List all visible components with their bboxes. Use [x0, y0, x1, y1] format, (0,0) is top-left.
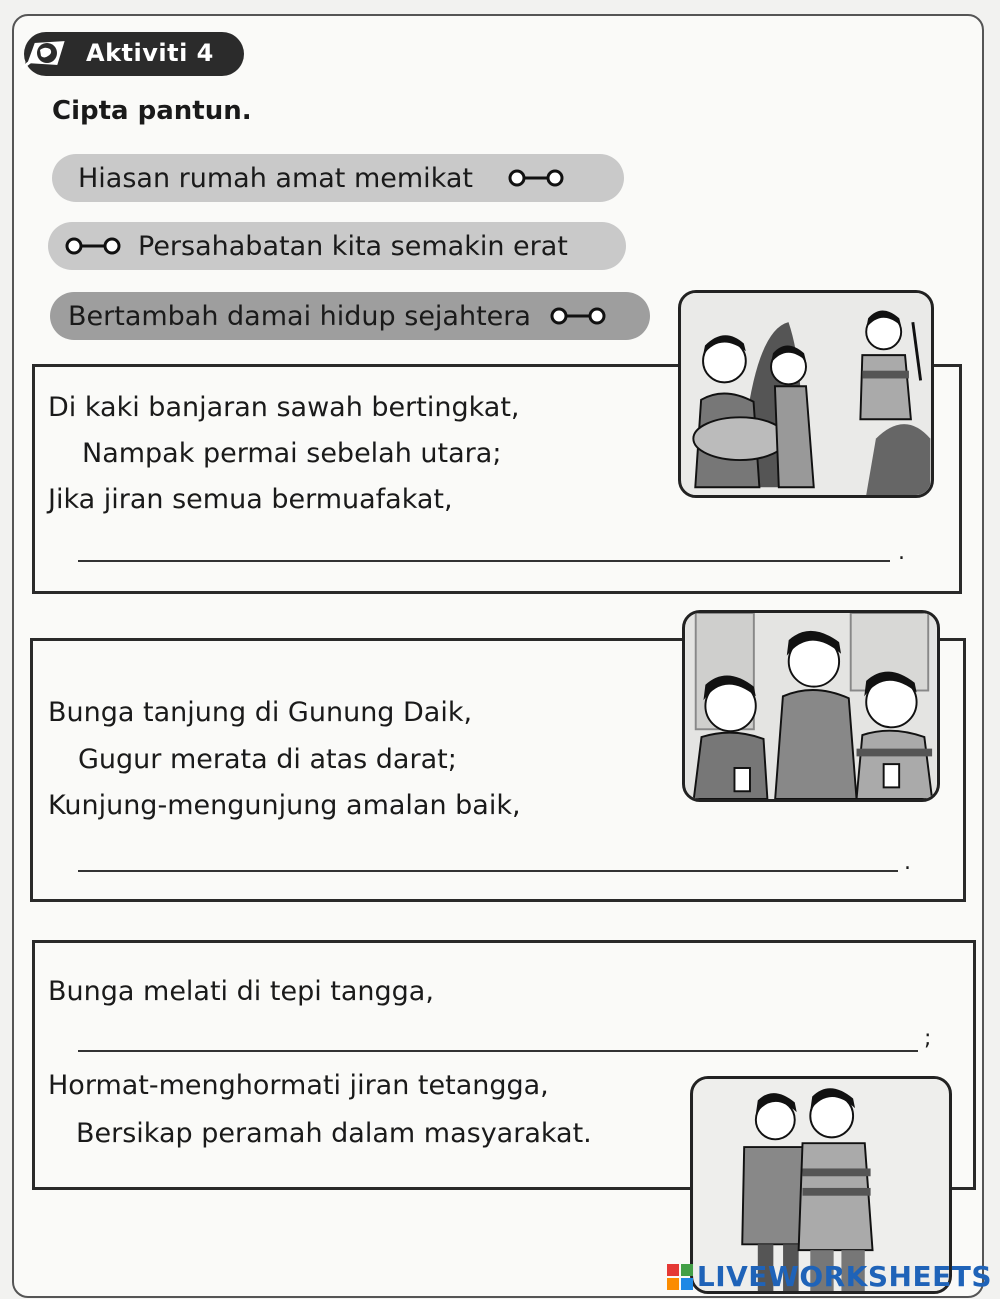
pantun-1-blank-punct: . — [898, 540, 905, 565]
liveworksheets-watermark — [667, 1260, 992, 1293]
option-draggable-1[interactable] — [52, 154, 624, 202]
pantun-1-line-1: Di kaki banjaran sawah bertingkat, — [48, 392, 520, 423]
pantun-2-line-1: Bunga tanjung di Gunung Daik, — [48, 697, 473, 728]
pantun-2-answer-blank[interactable] — [78, 870, 898, 872]
option-draggable-3[interactable] — [50, 292, 650, 340]
pantun-1-line-2: Nampak permai sebelah utara; — [82, 438, 502, 469]
pantun-2-line-3: Kunjung-mengunjung amalan baik, — [48, 790, 521, 821]
watermark-text: LIVEWORKSHEETS — [696, 1260, 992, 1293]
activity-title: Aktiviti 4 — [86, 39, 214, 67]
connector-icon[interactable] — [507, 167, 565, 189]
pantun-1-line-3: Jika jiran semua bermuafakat, — [48, 484, 453, 515]
option-text: Bertambah damai hidup sejahtera — [68, 300, 531, 332]
pantun-1-answer-blank[interactable] — [78, 560, 890, 562]
pantun-2-blank-punct: . — [904, 850, 911, 875]
liveworksheets-logo-icon — [667, 1264, 693, 1290]
picture-visiting-friends — [682, 610, 940, 802]
option-text: Persahabatan kita semakin erat — [138, 230, 568, 262]
pantun-2-line-2: Gugur merata di atas darat; — [78, 744, 457, 775]
picture-gardening-neighbours — [678, 290, 934, 498]
pantun-3-line-1: Bunga melati di tepi tangga, — [48, 976, 434, 1007]
connector-icon[interactable] — [64, 235, 122, 257]
connector-icon[interactable] — [549, 305, 607, 327]
pantun-3-blank-punct: ; — [924, 1026, 932, 1051]
pantun-3-line-4: Bersikap peramah dalam masyarakat. — [76, 1118, 592, 1149]
activity-header — [24, 32, 244, 76]
option-draggable-2[interactable] — [48, 222, 626, 270]
instruction-text: Cipta pantun. — [52, 96, 252, 126]
pantun-3-answer-blank[interactable] — [78, 1050, 918, 1052]
pantun-3-line-3: Hormat-menghormati jiran tetangga, — [48, 1070, 549, 1101]
option-text: Hiasan rumah amat memikat — [78, 162, 473, 194]
world-globe-icon — [20, 34, 72, 74]
